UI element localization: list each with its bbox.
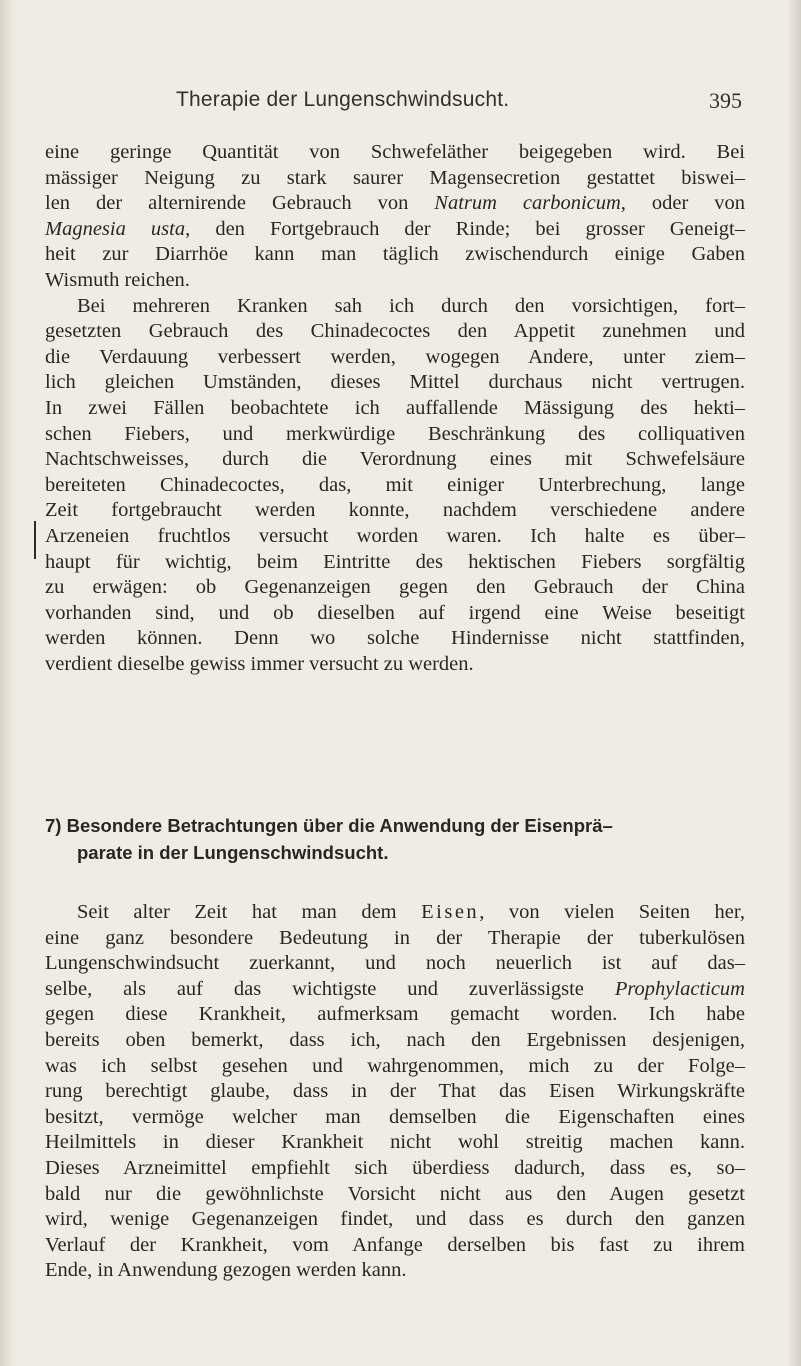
text-line: Lungenschwindsucht zuerkannt, und noch neuerlich ist auf das–: [45, 952, 745, 975]
text-line: heit zur Diarrhöe kann man täglich zwischendurch einige Gaben: [45, 243, 745, 266]
section-heading: [45, 812, 745, 866]
running-head: [30, 88, 742, 118]
text-line: bereits oben bemerkt, dass ich, nach den Ergebnissen desjenigen,: [45, 1028, 745, 1051]
text-line: die Verdauung verbessert werden, wogegen Andere, unter ziem–: [45, 345, 745, 368]
paragraph: [45, 294, 745, 678]
text-line: was ich selbst gesehen und wahrgenommen, mich zu der Folge–: [45, 1054, 745, 1077]
text-line: gesetzten Gebrauch des Chinadecoctes den Appetit zunehmen und: [45, 320, 745, 343]
scan-edge-right: [787, 0, 801, 1366]
text-line: eine ganz besondere Bedeutung in der Therapie der tuberkulösen: [45, 926, 745, 949]
text-line: [45, 977, 745, 1003]
emphasized-term: Eisen: [421, 901, 480, 923]
text-line: eine geringe Quantität von Schwefeläther beigegeben wird. Bei: [45, 141, 745, 163]
text-line: Wismuth reichen.: [45, 268, 190, 291]
text-line: Zeit fortgebraucht werden konnte, nachdem verschiedene andere: [45, 499, 745, 522]
text-line: vorhanden sind, und ob dieselben auf irgend eine Weise beseitigt: [45, 601, 745, 624]
text-line: [45, 217, 745, 243]
text-span: Seit alter Zeit hat man dem: [77, 901, 422, 923]
italic-term: Prophylacticum: [614, 977, 745, 1000]
text-line: bereiteten Chinadecoctes, das, mit einiger Unterbrechung, lange: [45, 473, 745, 496]
text-line: Dieses Arzneimittel empfiehlt sich überdiess dadurch, dass es, so–: [45, 1156, 745, 1179]
text-line: Arzeneien fruchtlos versucht worden waren. Ich halte es über–: [45, 524, 745, 547]
text-line: bald nur die gewöhnlichste Vorsicht nicht aus den Augen gesetzt: [45, 1182, 745, 1205]
scan-edge-left: [0, 0, 14, 1366]
text-line: haupt für wichtig, beim Eintritte des hektischen Fiebers sorgfältig: [45, 550, 745, 573]
text-span: , von vielen Seiten her,: [479, 901, 745, 923]
heading-line: parate in der Lungenschwindsucht.: [77, 842, 389, 863]
paragraph: [45, 900, 745, 1284]
text-span: , den Fortgebrauch der Rinde; bei grosser Geneigt–: [185, 217, 745, 240]
italic-term: Magnesia usta: [45, 217, 186, 240]
section-chinadecoct: [45, 140, 745, 677]
section-eisen: [45, 900, 745, 1284]
text-span: len der alternirende Gebrauch von: [45, 192, 435, 215]
text-line: wird, wenige Gegenanzeigen findet, und dass es durch den ganzen: [45, 1208, 745, 1231]
page-number: 395: [709, 88, 742, 113]
text-line: besitzt, vermöge welcher man demselben die Eigenschaften eines: [45, 1105, 745, 1128]
text-line: gegen diese Krankheit, aufmerksam gemacht worden. Ich habe: [45, 1003, 745, 1026]
text-span: , oder von: [620, 192, 745, 215]
text-line: Nachtschweisses, durch die Verordnung eines mit Schwefelsäure: [45, 448, 745, 471]
text-line: Ende, in Anwendung gezogen werden kann.: [45, 1259, 407, 1282]
text-line: werden können. Denn wo solche Hindernisse nicht stattfinden,: [45, 627, 745, 650]
text-line: verdient dieselbe gewiss immer versucht zu werden.: [45, 652, 474, 675]
text-line: lich gleichen Umständen, dieses Mittel durchaus nicht vertrugen.: [45, 371, 745, 394]
text-line: Verlauf der Krankheit, vom Anfange derselben bis fast zu ihrem: [45, 1233, 745, 1256]
text-line: schen Fiebers, und merkwürdige Beschränkung des colliquativen: [45, 422, 745, 445]
text-line: mässiger Neigung zu stark saurer Magensecretion gestattet biswei–: [45, 166, 745, 189]
running-title: Therapie der Lungenschwindsucht.: [176, 88, 510, 111]
text-line: [45, 191, 745, 217]
margin-mark: [34, 521, 36, 559]
text-line: Bei mehreren Kranken sah ich durch den vorsichtigen, fort–: [77, 294, 745, 317]
text-line: rung berechtigt glaube, dass in der That das Eisen Wirkungskräfte: [45, 1080, 745, 1103]
heading-line: 7) Besondere Betrachtungen über die Anwendung der Eisenprä–: [45, 815, 613, 836]
text-line: In zwei Fällen beobachtete ich auffallende Mässigung des hekti–: [45, 396, 745, 419]
text-line: [45, 900, 745, 926]
italic-term: Natrum carbonicum: [434, 192, 621, 215]
paragraph: [45, 140, 745, 294]
text-span: selbe, als auf das wichtigste und zuverlässigste: [45, 977, 615, 1000]
text-line: Heilmittels in dieser Krankheit nicht wohl streitig machen kann.: [45, 1131, 745, 1154]
text-line: zu erwägen: ob Gegenanzeigen gegen den Gebrauch der China: [45, 576, 745, 599]
